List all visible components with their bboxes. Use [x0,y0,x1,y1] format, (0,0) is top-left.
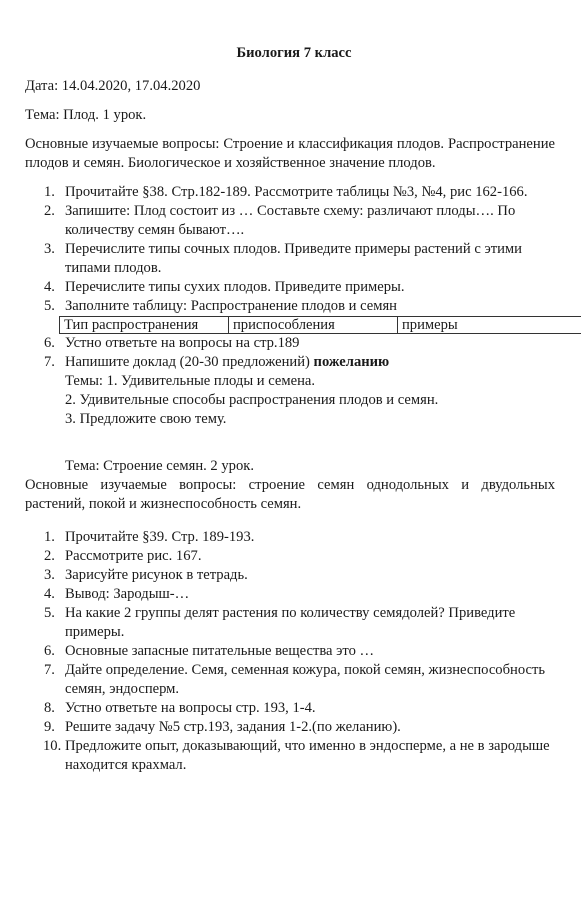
list-item: 6. Устно ответьте на вопросы на стр.189 [44,335,300,351]
table-header-cell: примеры [398,317,581,334]
list-item: 5. Заполните таблицу: Распространение плодов и семян [44,298,397,314]
report-topic-line: 3. Предложите свою тему. [65,411,227,427]
report-topic-line: Темы: 1. Удивительные плоды и семена. [65,373,316,389]
list-item: 3. Перечислите типы сочных плодов. Приведите примеры растений с этими типами плодов. [44,241,522,276]
lesson1-task-list-cont [25,334,555,372]
lesson1-topic: Тема: Плод. 1 урок. [25,107,147,123]
lesson2-questions: Основные изучаемые вопросы: строение семян однодольных и двудольных растений, покой и жизнеспособность семян. [25,477,555,512]
list-item: 3. Зарисуйте рисунок в тетрадь. [44,567,248,583]
date-line: Дата: 14.04.2020, 17.04.2020 [25,78,201,94]
list-item: 1. Прочитайте §38. Стр.182-189. Рассмотрите таблицы №3, №4, рис 162-166. [44,184,528,200]
table-header-row [60,317,581,334]
list-item: 2. Рассмотрите рис. 167. [44,548,202,564]
list-item: 4. Вывод: Зародыш-… [44,586,190,602]
list-item: 5. На какие 2 группы делят растения по количеству семядолей? Приведите примеры. [44,605,516,640]
list-item: 9. Решите задачу №5 стр.193, задания 1-2.(по желанию). [44,719,401,735]
emphasis-text: пожеланию [313,354,390,370]
list-item: 4. Перечислите типы сухих плодов. Приведите примеры. [44,279,405,295]
list-item: 1. Прочитайте §39. Стр. 189-193. [44,529,255,545]
list-item: 7. Дайте определение. Семя, семенная кожура, покой семян, жизнеспособность семян, эндосперм. [44,662,545,697]
list-item: 7. Напишите доклад (20-30 предложений) пожеланию [44,354,390,370]
distribution-table [59,316,581,334]
table-header-cell: Тип распространения [60,317,229,334]
list-item: 8. Устно ответьте на вопросы стр. 193, 1-4. [44,700,316,716]
list-item: 10. Предложите опыт, доказывающий, что именно в эндосперме, а не в зародыше находится крахмал. [43,738,550,773]
lesson2-task-list [25,528,555,775]
report-topic-line: 2. Удивительные способы распространения плодов и семян. [65,392,439,408]
list-item: 2. Запишите: Плод состоит из … Составьте схему: различают плоды…. По количеству семян бывают…. [44,203,516,238]
table-header-cell: приспособления [229,317,398,334]
document-title: Биология 7 класс [236,45,352,61]
list-item: 6. Основные запасные питательные вещества это … [44,643,375,659]
lesson2-topic: Тема: Строение семян. 2 урок. [65,458,255,474]
lesson1-task-list [25,183,555,316]
lesson1-questions: Основные изучаемые вопросы: Строение и классификация плодов. Распространение плодов и семян. Биологическое и хозяйственное значение плодов. [25,136,555,171]
